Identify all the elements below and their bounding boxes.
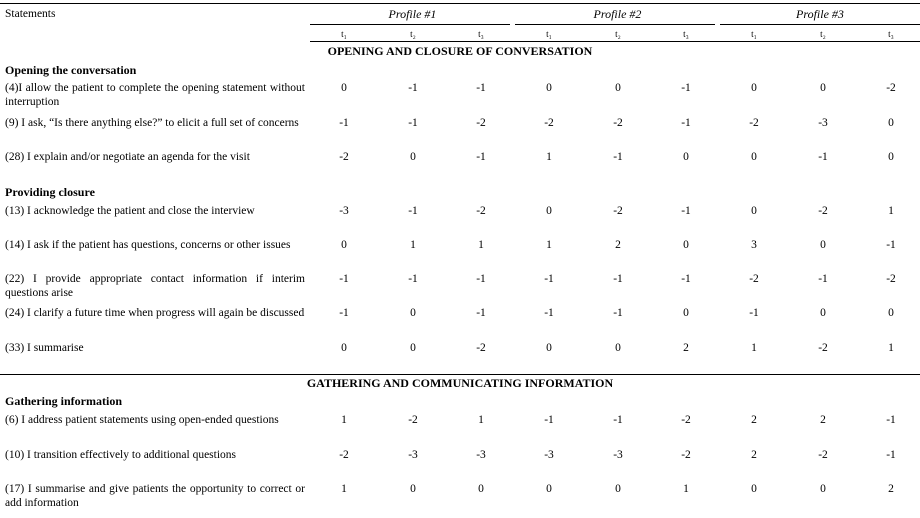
value-cell: -1: [681, 273, 691, 285]
value-cell: 0: [751, 151, 757, 163]
value-cell: -1: [749, 307, 759, 319]
value-cell: 1: [546, 239, 552, 251]
value-cell: -1: [613, 273, 623, 285]
value-cell: 0: [341, 82, 347, 94]
value-cell: -2: [886, 82, 896, 94]
statement-text: (33) I summarise: [5, 342, 84, 354]
value-cell: 2: [820, 414, 826, 426]
value-cell: 0: [683, 307, 689, 319]
value-cell: -2: [681, 449, 691, 461]
value-cell: 0: [888, 117, 894, 129]
value-cell: 0: [683, 239, 689, 251]
value-cell: 0: [751, 82, 757, 94]
value-cell: -2: [476, 117, 486, 129]
value-cell: -3: [613, 449, 623, 461]
profile-1-rule: [310, 24, 510, 25]
value-cell: -3: [408, 449, 418, 461]
value-cell: 0: [341, 239, 347, 251]
value-cell: -3: [544, 449, 554, 461]
value-cell: -1: [818, 151, 828, 163]
value-cell: -3: [818, 117, 828, 129]
value-cell: -1: [613, 307, 623, 319]
value-cell: 0: [683, 151, 689, 163]
statement-text: (28) I explain and/or negotiate an agenda for the visit: [5, 151, 250, 163]
value-cell: 0: [341, 342, 347, 354]
value-cell: 0: [615, 82, 621, 94]
profile-2-rule: [515, 24, 715, 25]
value-cell: -2: [681, 414, 691, 426]
value-cell: -1: [544, 307, 554, 319]
statements-header: Statements: [5, 8, 56, 20]
value-cell: 0: [820, 239, 826, 251]
value-cell: -1: [476, 307, 486, 319]
value-cell: -1: [339, 307, 349, 319]
value-cell: -1: [544, 273, 554, 285]
value-cell: -1: [339, 273, 349, 285]
value-cell: 0: [615, 483, 621, 495]
value-cell: 0: [546, 205, 552, 217]
p1-t1: t₁: [341, 29, 347, 39]
value-cell: 1: [683, 483, 689, 495]
value-cell: -1: [408, 205, 418, 217]
value-cell: 0: [751, 483, 757, 495]
value-cell: -1: [476, 273, 486, 285]
value-cell: -1: [886, 449, 896, 461]
value-cell: 1: [888, 342, 894, 354]
value-cell: 0: [546, 342, 552, 354]
group-title: Providing closure: [5, 185, 95, 199]
value-cell: -2: [818, 342, 828, 354]
value-cell: -2: [818, 205, 828, 217]
statement-text: (13) I acknowledge the patient and close the interview: [5, 205, 255, 217]
value-cell: -2: [613, 117, 623, 129]
value-cell: 0: [410, 151, 416, 163]
profile-1-header: Profile #1: [388, 7, 437, 21]
profile-3-header: Profile #3: [796, 7, 844, 21]
statement-text: (10) I transition effectively to additional questions: [5, 449, 237, 461]
value-cell: 1: [888, 205, 894, 217]
subheader-rule: [310, 41, 920, 42]
value-cell: 0: [410, 307, 416, 319]
value-cell: 0: [615, 342, 621, 354]
value-cell: 2: [615, 239, 621, 251]
p2-t2: t₂: [615, 29, 621, 39]
statement-text: (4)I allow the patient to complete the opening statement without interruption: [5, 82, 305, 108]
value-cell: -2: [613, 205, 623, 217]
value-cell: -1: [476, 82, 486, 94]
value-cell: -1: [408, 117, 418, 129]
statement-text: (14) I ask if the patient has questions, concerns or other issues: [5, 239, 291, 251]
value-cell: 1: [478, 414, 484, 426]
value-cell: -2: [476, 342, 486, 354]
statement-text: (22) I provide appropriate contact information if interim questions arise: [5, 273, 305, 299]
profile-2-header: Profile #2: [593, 7, 642, 21]
section-title: OPENING AND CLOSURE OF CONVERSATION: [327, 44, 593, 58]
value-cell: 1: [478, 239, 484, 251]
value-cell: -1: [408, 273, 418, 285]
statement-text: (9) I ask, “Is there anything else?” to elicit a full set of concerns: [5, 117, 299, 129]
p1-t2: t₂: [410, 29, 416, 39]
value-cell: 0: [410, 483, 416, 495]
value-cell: -1: [681, 117, 691, 129]
value-cell: 1: [751, 342, 757, 354]
value-cell: -2: [408, 414, 418, 426]
section-rule: [0, 374, 920, 375]
group-title: Gathering information: [5, 394, 122, 408]
value-cell: 0: [888, 151, 894, 163]
value-cell: -1: [544, 414, 554, 426]
group-title: Opening the conversation: [5, 63, 137, 77]
statement-text: (17) I summarise and give patients the opportunity to correct or add information: [5, 483, 305, 509]
value-cell: 0: [888, 307, 894, 319]
statement-text: (6) I address patient statements using open-ended questions: [5, 414, 279, 426]
value-cell: 0: [546, 483, 552, 495]
value-cell: -1: [681, 205, 691, 217]
value-cell: 2: [751, 449, 757, 461]
value-cell: -2: [818, 449, 828, 461]
value-cell: 1: [341, 483, 347, 495]
section-title: GATHERING AND COMMUNICATING INFORMATION: [306, 376, 614, 390]
value-cell: 2: [888, 483, 894, 495]
profile-3-rule: [720, 24, 920, 25]
value-cell: -1: [886, 414, 896, 426]
p3-t3: t₃: [888, 29, 894, 39]
value-cell: -2: [544, 117, 554, 129]
value-cell: -1: [476, 151, 486, 163]
value-cell: 2: [751, 414, 757, 426]
p3-t2: t₂: [820, 29, 826, 39]
value-cell: 0: [820, 307, 826, 319]
value-cell: 0: [751, 205, 757, 217]
value-cell: -1: [613, 414, 623, 426]
value-cell: -1: [681, 82, 691, 94]
value-cell: -2: [886, 273, 896, 285]
value-cell: -1: [613, 151, 623, 163]
value-cell: -1: [408, 82, 418, 94]
p2-t1: t₁: [546, 29, 552, 39]
value-cell: 1: [341, 414, 347, 426]
value-cell: 1: [410, 239, 416, 251]
value-cell: -2: [749, 117, 759, 129]
top-rule: [0, 3, 920, 4]
value-cell: 0: [820, 483, 826, 495]
value-cell: 3: [751, 239, 757, 251]
statement-text: (24) I clarify a future time when progress will again be discussed: [5, 307, 305, 319]
value-cell: 0: [546, 82, 552, 94]
value-cell: -1: [886, 239, 896, 251]
value-cell: 2: [683, 342, 689, 354]
value-cell: -2: [339, 449, 349, 461]
value-cell: -3: [476, 449, 486, 461]
p2-t3: t₃: [683, 29, 689, 39]
p1-t3: t₃: [478, 29, 484, 39]
value-cell: 1: [546, 151, 552, 163]
value-cell: -2: [476, 205, 486, 217]
p3-t1: t₁: [751, 29, 757, 39]
value-cell: -2: [339, 151, 349, 163]
value-cell: 0: [410, 342, 416, 354]
value-cell: -2: [749, 273, 759, 285]
value-cell: -3: [339, 205, 349, 217]
value-cell: -1: [339, 117, 349, 129]
value-cell: -1: [818, 273, 828, 285]
value-cell: 0: [478, 483, 484, 495]
value-cell: 0: [820, 82, 826, 94]
